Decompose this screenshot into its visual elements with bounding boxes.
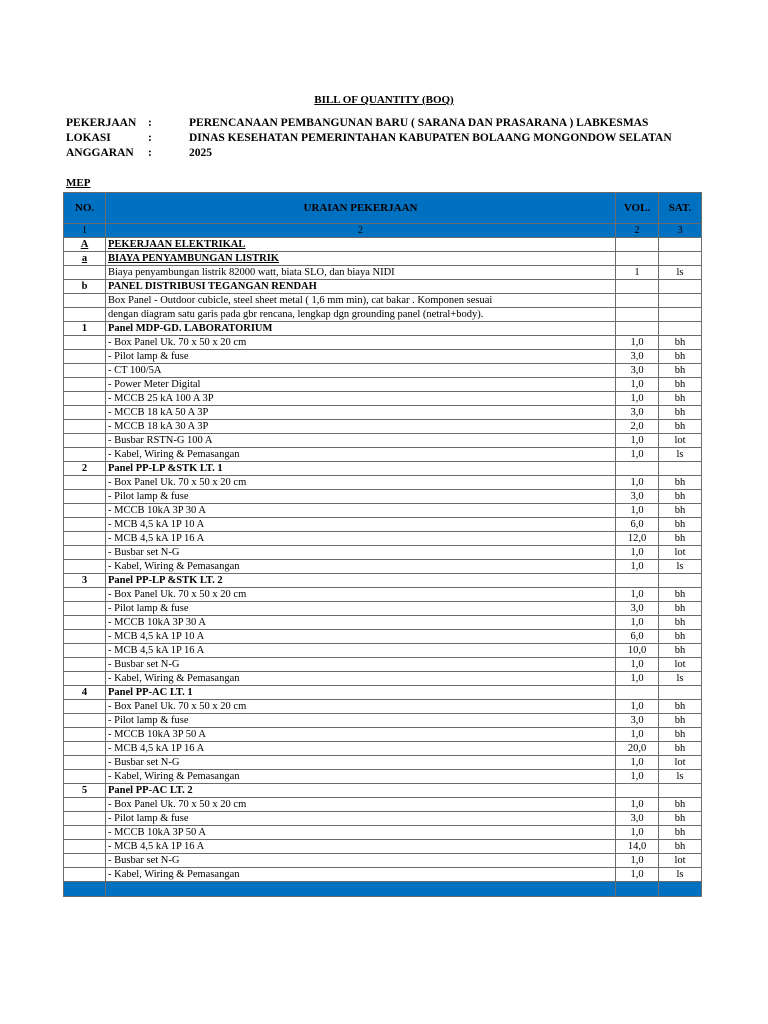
header-sat: SAT. [659, 193, 702, 224]
cell-no [64, 518, 106, 532]
cell-desc: - MCB 4,5 kA 1P 10 A [106, 630, 616, 644]
table-row [64, 560, 702, 574]
cell-no [64, 406, 106, 420]
table-row [64, 840, 702, 854]
cell-no [64, 658, 106, 672]
meta-label: ANGGARAN [66, 147, 134, 159]
cell-no [64, 392, 106, 406]
footer-cell [106, 882, 616, 897]
cell-vol: 20,0 [616, 742, 659, 756]
cell-desc: - Kabel, Wiring & Pemasangan [106, 868, 616, 882]
cell-sat: lot [659, 434, 702, 448]
cell-no [64, 308, 106, 322]
cell-no [64, 546, 106, 560]
cell-desc: - MCB 4,5 kA 1P 16 A [106, 532, 616, 546]
cell-vol: 1,0 [616, 546, 659, 560]
table-row [64, 532, 702, 546]
cell-no: 2 [64, 462, 106, 476]
cell-desc: - Power Meter Digital [106, 378, 616, 392]
cell-sat [659, 280, 702, 294]
cell-vol: 1,0 [616, 434, 659, 448]
cell-sat: bh [659, 728, 702, 742]
cell-sat: bh [659, 742, 702, 756]
cell-sat: bh [659, 364, 702, 378]
cell-sat: ls [659, 672, 702, 686]
cell-no [64, 770, 106, 784]
cell-desc: - Box Panel Uk. 70 x 50 x 20 cm [106, 336, 616, 350]
cell-no [64, 364, 106, 378]
table-row [64, 658, 702, 672]
cell-no: 1 [64, 322, 106, 336]
table-section-row [64, 280, 702, 294]
cell-sat: ls [659, 560, 702, 574]
cell-sat: ls [659, 448, 702, 462]
cell-desc: - Kabel, Wiring & Pemasangan [106, 672, 616, 686]
cell-desc: - Kabel, Wiring & Pemasangan [106, 560, 616, 574]
table-row [64, 742, 702, 756]
cell-sat [659, 238, 702, 252]
cell-vol: 3,0 [616, 602, 659, 616]
cell-vol: 1,0 [616, 560, 659, 574]
cell-vol [616, 294, 659, 308]
cell-sat: bh [659, 602, 702, 616]
section-title: MEP [66, 177, 91, 189]
cell-desc: - Busbar set N-G [106, 546, 616, 560]
cell-vol: 3,0 [616, 490, 659, 504]
cell-desc: - Pilot lamp & fuse [106, 602, 616, 616]
cell-sat [659, 574, 702, 588]
col-number: 2 [616, 224, 659, 238]
table-section-row [64, 462, 702, 476]
table-row [64, 798, 702, 812]
cell-desc: - Pilot lamp & fuse [106, 812, 616, 826]
cell-sat: bh [659, 616, 702, 630]
cell-vol: 3,0 [616, 406, 659, 420]
footer-cell [64, 882, 106, 897]
cell-vol: 2,0 [616, 420, 659, 434]
cell-sat: lot [659, 854, 702, 868]
table-row [64, 518, 702, 532]
cell-desc: - Busbar set N-G [106, 658, 616, 672]
table-row [64, 826, 702, 840]
cell-vol: 12,0 [616, 532, 659, 546]
cell-vol: 1 [616, 266, 659, 280]
cell-desc: - Kabel, Wiring & Pemasangan [106, 448, 616, 462]
cell-sat: bh [659, 392, 702, 406]
cell-no [64, 588, 106, 602]
cell-sat [659, 784, 702, 798]
table-row [64, 448, 702, 462]
table-row [64, 294, 702, 308]
cell-desc: Box Panel - Outdoor cubicle, steel sheet metal ( 1,6 mm min), cat bakar . Komponen sesuai [106, 294, 616, 308]
cell-sat [659, 462, 702, 476]
meta-colon: : [148, 132, 152, 144]
table-row [64, 756, 702, 770]
cell-no [64, 826, 106, 840]
cell-sat: ls [659, 770, 702, 784]
cell-sat: bh [659, 826, 702, 840]
table-row [64, 546, 702, 560]
column-number-row [64, 224, 702, 238]
table-row [64, 728, 702, 742]
table-row [64, 672, 702, 686]
cell-vol: 1,0 [616, 868, 659, 882]
meta-label: LOKASI [66, 132, 111, 144]
table-section-row [64, 784, 702, 798]
cell-sat: bh [659, 588, 702, 602]
cell-desc: - Box Panel Uk. 70 x 50 x 20 cm [106, 798, 616, 812]
cell-desc: - Busbar set N-G [106, 854, 616, 868]
cell-vol: 1,0 [616, 448, 659, 462]
cell-no [64, 630, 106, 644]
cell-desc: - Box Panel Uk. 70 x 50 x 20 cm [106, 476, 616, 490]
cell-desc: - Busbar RSTN-G 100 A [106, 434, 616, 448]
cell-desc: - MCB 4,5 kA 1P 16 A [106, 644, 616, 658]
cell-vol [616, 238, 659, 252]
cell-desc: Panel PP-AC LT. 2 [106, 784, 616, 798]
col-number: 1 [64, 224, 106, 238]
table-row [64, 588, 702, 602]
cell-sat: bh [659, 350, 702, 364]
cell-desc: - MCB 4,5 kA 1P 16 A [106, 742, 616, 756]
cell-no [64, 560, 106, 574]
cell-no [64, 728, 106, 742]
cell-vol [616, 574, 659, 588]
table-section-row [64, 322, 702, 336]
cell-vol: 3,0 [616, 350, 659, 364]
cell-desc: Biaya penyambungan listrik 82000 watt, biata SLO, dan biaya NIDI [106, 266, 616, 280]
table-row [64, 378, 702, 392]
table-row [64, 714, 702, 728]
cell-no [64, 434, 106, 448]
col-number: 3 [659, 224, 702, 238]
cell-no [64, 490, 106, 504]
cell-sat: bh [659, 504, 702, 518]
meta-colon: : [148, 117, 152, 129]
cell-vol [616, 462, 659, 476]
cell-no [64, 420, 106, 434]
table-row [64, 630, 702, 644]
cell-vol: 1,0 [616, 756, 659, 770]
cell-sat: bh [659, 476, 702, 490]
table-row [64, 476, 702, 490]
cell-vol: 1,0 [616, 826, 659, 840]
cell-no [64, 476, 106, 490]
table-section-row [64, 252, 702, 266]
cell-desc: Panel PP-LP &STK LT. 2 [106, 574, 616, 588]
cell-sat: ls [659, 266, 702, 280]
cell-no [64, 854, 106, 868]
cell-desc: - MCCB 18 kA 30 A 3P [106, 420, 616, 434]
cell-desc: - Pilot lamp & fuse [106, 490, 616, 504]
cell-desc: - MCCB 10kA 3P 30 A [106, 504, 616, 518]
cell-vol: 1,0 [616, 770, 659, 784]
cell-desc: - MCCB 10kA 3P 50 A [106, 728, 616, 742]
header-vol: VOL. [616, 193, 659, 224]
cell-no [64, 378, 106, 392]
cell-desc: PANEL DISTRIBUSI TEGANGAN RENDAH [106, 280, 616, 294]
cell-no [64, 532, 106, 546]
cell-no: 3 [64, 574, 106, 588]
cell-desc: - Pilot lamp & fuse [106, 350, 616, 364]
cell-vol: 1,0 [616, 476, 659, 490]
table-section-row [64, 238, 702, 252]
cell-desc: dengan diagram satu garis pada gbr rencana, lengkap dgn grounding panel (netral+body). [106, 308, 616, 322]
footer-cell [659, 882, 702, 897]
cell-sat: bh [659, 644, 702, 658]
cell-vol: 1,0 [616, 616, 659, 630]
cell-no [64, 672, 106, 686]
cell-sat: lot [659, 546, 702, 560]
cell-desc: - Box Panel Uk. 70 x 50 x 20 cm [106, 700, 616, 714]
table-row [64, 266, 702, 280]
cell-vol [616, 252, 659, 266]
cell-vol: 3,0 [616, 812, 659, 826]
cell-no [64, 266, 106, 280]
cell-no [64, 714, 106, 728]
cell-vol: 10,0 [616, 644, 659, 658]
cell-vol: 1,0 [616, 700, 659, 714]
boq-body [64, 238, 702, 882]
cell-vol: 1,0 [616, 504, 659, 518]
cell-desc: - Box Panel Uk. 70 x 50 x 20 cm [106, 588, 616, 602]
cell-no: A [64, 238, 106, 252]
cell-desc: Panel PP-AC LT. 1 [106, 686, 616, 700]
footer-cell [616, 882, 659, 897]
cell-sat: ls [659, 868, 702, 882]
cell-vol [616, 322, 659, 336]
cell-sat [659, 308, 702, 322]
boq-table [63, 192, 702, 897]
cell-no [64, 616, 106, 630]
cell-sat: bh [659, 406, 702, 420]
cell-vol: 1,0 [616, 854, 659, 868]
cell-sat [659, 294, 702, 308]
cell-no [64, 868, 106, 882]
table-row [64, 434, 702, 448]
cell-desc: - MCB 4,5 kA 1P 10 A [106, 518, 616, 532]
cell-vol: 14,0 [616, 840, 659, 854]
cell-desc: Panel PP-LP &STK LT. 1 [106, 462, 616, 476]
cell-vol [616, 686, 659, 700]
cell-vol: 1,0 [616, 658, 659, 672]
cell-no [64, 700, 106, 714]
cell-sat: bh [659, 812, 702, 826]
table-row [64, 644, 702, 658]
cell-vol [616, 784, 659, 798]
cell-vol: 1,0 [616, 378, 659, 392]
cell-desc: - MCCB 10kA 3P 50 A [106, 826, 616, 840]
cell-no: a [64, 252, 106, 266]
cell-desc: - MCCB 18 kA 50 A 3P [106, 406, 616, 420]
header-uraian: URAIAN PEKERJAAN [106, 193, 616, 224]
cell-vol: 1,0 [616, 728, 659, 742]
cell-no [64, 798, 106, 812]
cell-vol: 1,0 [616, 588, 659, 602]
cell-desc: - Kabel, Wiring & Pemasangan [106, 770, 616, 784]
meta-value: PERENCANAAN PEMBANGUNAN BARU ( SARANA DAN PRASARANA ) LABKESMAS [189, 117, 649, 129]
table-header-row [64, 193, 702, 224]
cell-sat: bh [659, 630, 702, 644]
cell-vol: 1,0 [616, 798, 659, 812]
meta-value: 2025 [189, 147, 212, 159]
cell-no [64, 336, 106, 350]
cell-no: b [64, 280, 106, 294]
cell-desc: - MCCB 25 kA 100 A 3P [106, 392, 616, 406]
header-no: NO. [64, 193, 106, 224]
table-row [64, 392, 702, 406]
cell-sat: lot [659, 756, 702, 770]
cell-vol: 3,0 [616, 364, 659, 378]
cell-sat: bh [659, 532, 702, 546]
cell-no [64, 756, 106, 770]
cell-sat: bh [659, 490, 702, 504]
table-row [64, 308, 702, 322]
table-row [64, 602, 702, 616]
table-row [64, 700, 702, 714]
cell-no: 5 [64, 784, 106, 798]
cell-sat: bh [659, 798, 702, 812]
cell-sat [659, 686, 702, 700]
cell-no [64, 602, 106, 616]
cell-sat: bh [659, 700, 702, 714]
table-section-row [64, 686, 702, 700]
table-row [64, 420, 702, 434]
table-row [64, 770, 702, 784]
cell-no [64, 742, 106, 756]
cell-sat: bh [659, 378, 702, 392]
cell-vol: 6,0 [616, 518, 659, 532]
table-row [64, 812, 702, 826]
table-row [64, 504, 702, 518]
table-row [64, 406, 702, 420]
cell-vol: 1,0 [616, 392, 659, 406]
cell-desc: - MCCB 10kA 3P 30 A [106, 616, 616, 630]
cell-no: 4 [64, 686, 106, 700]
cell-vol: 1,0 [616, 336, 659, 350]
cell-desc: PEKERJAAN ELEKTRIKAL [106, 238, 616, 252]
table-row [64, 616, 702, 630]
cell-sat: bh [659, 518, 702, 532]
cell-desc: - MCB 4,5 kA 1P 16 A [106, 840, 616, 854]
col-number: 2 [106, 224, 616, 238]
cell-sat: bh [659, 714, 702, 728]
cell-sat: lot [659, 658, 702, 672]
table-row [64, 490, 702, 504]
cell-sat: bh [659, 420, 702, 434]
cell-sat: bh [659, 840, 702, 854]
cell-sat [659, 322, 702, 336]
cell-vol: 3,0 [616, 714, 659, 728]
table-row [64, 868, 702, 882]
table-row [64, 364, 702, 378]
table-row [64, 854, 702, 868]
cell-no [64, 504, 106, 518]
cell-vol [616, 308, 659, 322]
cell-no [64, 840, 106, 854]
meta-colon: : [148, 147, 152, 159]
cell-desc: Panel MDP-GD. LABORATORIUM [106, 322, 616, 336]
cell-no [64, 294, 106, 308]
meta-label: PEKERJAAN [66, 117, 137, 129]
cell-sat: bh [659, 336, 702, 350]
table-footer-row [64, 882, 702, 897]
cell-desc: - Pilot lamp & fuse [106, 714, 616, 728]
meta-value: DINAS KESEHATAN PEMERINTAHAN KABUPATEN BOLAANG MONGONDOW SELATAN [189, 132, 672, 144]
cell-vol: 6,0 [616, 630, 659, 644]
table-row [64, 336, 702, 350]
cell-vol [616, 280, 659, 294]
cell-no [64, 812, 106, 826]
cell-no [64, 350, 106, 364]
cell-vol: 1,0 [616, 672, 659, 686]
document-title: BILL OF QUANTITY (BOQ) [314, 94, 454, 106]
cell-desc: - CT 100/5A [106, 364, 616, 378]
cell-desc: - Busbar set N-G [106, 756, 616, 770]
cell-no [64, 644, 106, 658]
cell-sat [659, 252, 702, 266]
cell-desc: BIAYA PENYAMBUNGAN LISTRIK [106, 252, 616, 266]
cell-no [64, 448, 106, 462]
table-row [64, 350, 702, 364]
table-section-row [64, 574, 702, 588]
